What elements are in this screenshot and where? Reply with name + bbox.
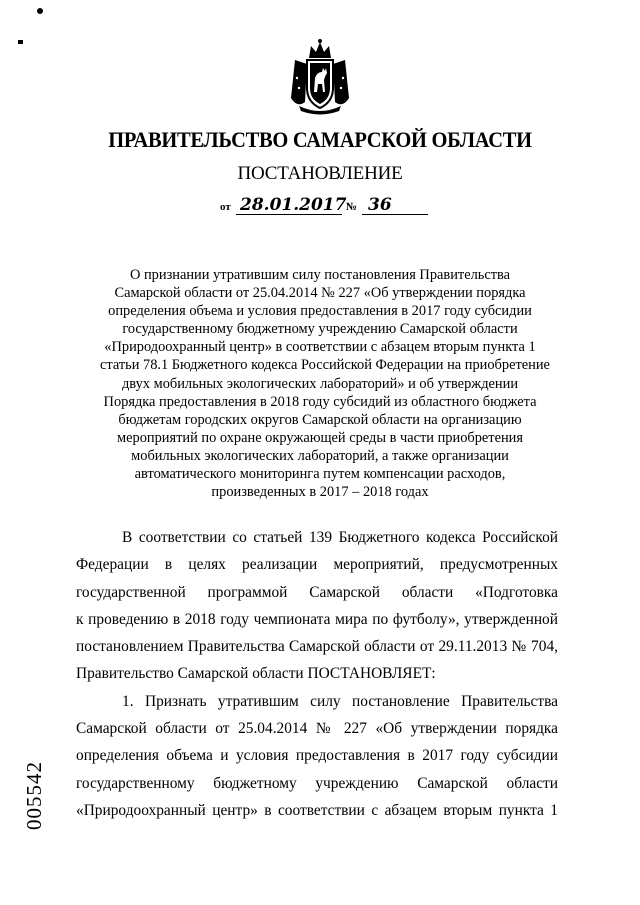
title-line: автоматического мониторинга путем компенсации расходов, [134,466,506,483]
title-line: мероприятий по охране окружающей среды в части приобретения [117,429,523,446]
title-line: О признании утратившим силу постановления Правительства [129,267,510,283]
document-type: ПОСТАНОВЛЕНИЕ [237,163,403,184]
title-line: статьи 78.1 Бюджетного кодекса Российской Федерации на приобретение [100,357,550,374]
number-value: 36 [368,195,392,215]
title-line: мобильных экологических лабораторий, а также организации [131,447,509,464]
body-line: определения объема и условия предоставления в 2017 году субсидии [76,747,558,765]
title-line: двух мобильных экологических лабораторий» и об утверждении [121,375,519,392]
number-prefix: № [346,201,358,213]
body-line: «Природоохранный центр» в соответствии с абзацем вторым пункта 1 [76,801,558,819]
body-line: к проведению в 2018 году чемпионата мира по футболу», утвержденной [76,610,558,628]
body-line: Самарской области от 25.04.2014 № 227 «Об утверждении порядка [76,720,558,738]
body-line: Правительство Самарской области ПОСТАНОВЛЯЕТ: [76,665,436,683]
scan-mark [18,40,23,44]
date-number-line [220,193,440,217]
body-line: Федерации в целях реализации мероприятий, предусмотренных [76,556,558,574]
date-value: 28.01.2017 [240,195,347,215]
title-line: Самарской области от 25.04.2014 № 227 «Об утверждении порядка [114,285,526,302]
title-line: произведенных в 2017 – 2018 годах [211,484,429,501]
title-line: бюджетам городских округов Самарской области на организацию [118,411,522,428]
body-line: 1. Признать утратившим силу постановление Правительства [122,692,558,710]
organization-title: ПРАВИТЕЛЬСТВО САМАРСКОЙ ОБЛАСТИ [108,127,532,152]
title-line: государственному бюджетному учреждению Самарской области [122,321,518,338]
scan-mark [37,8,43,14]
body-line: постановлением Правительства Самарской области от 29.11.2013 № 704, [76,638,558,656]
coat-of-arms-icon [289,38,351,116]
body-line: В соответствии со статьей 139 Бюджетного кодекса Российской [122,529,558,546]
body-line: государственной программой Самарской области «Подготовка [76,583,558,601]
side-stamp-number: 005542 [22,761,46,830]
document-title [100,266,550,501]
body-line: государственному бюджетному учреждению Самарской области [76,774,558,792]
title-line: «Природоохранный центр» в соответствии с абзацем вторым пункта 1 [104,339,536,356]
title-line: определения объема и условия предоставления в 2017 году субсидии [108,303,532,320]
date-prefix: от [220,201,231,213]
title-line: Порядка предоставления в 2018 году субсидий из областного бюджета [103,393,537,410]
document-body [76,524,558,824]
